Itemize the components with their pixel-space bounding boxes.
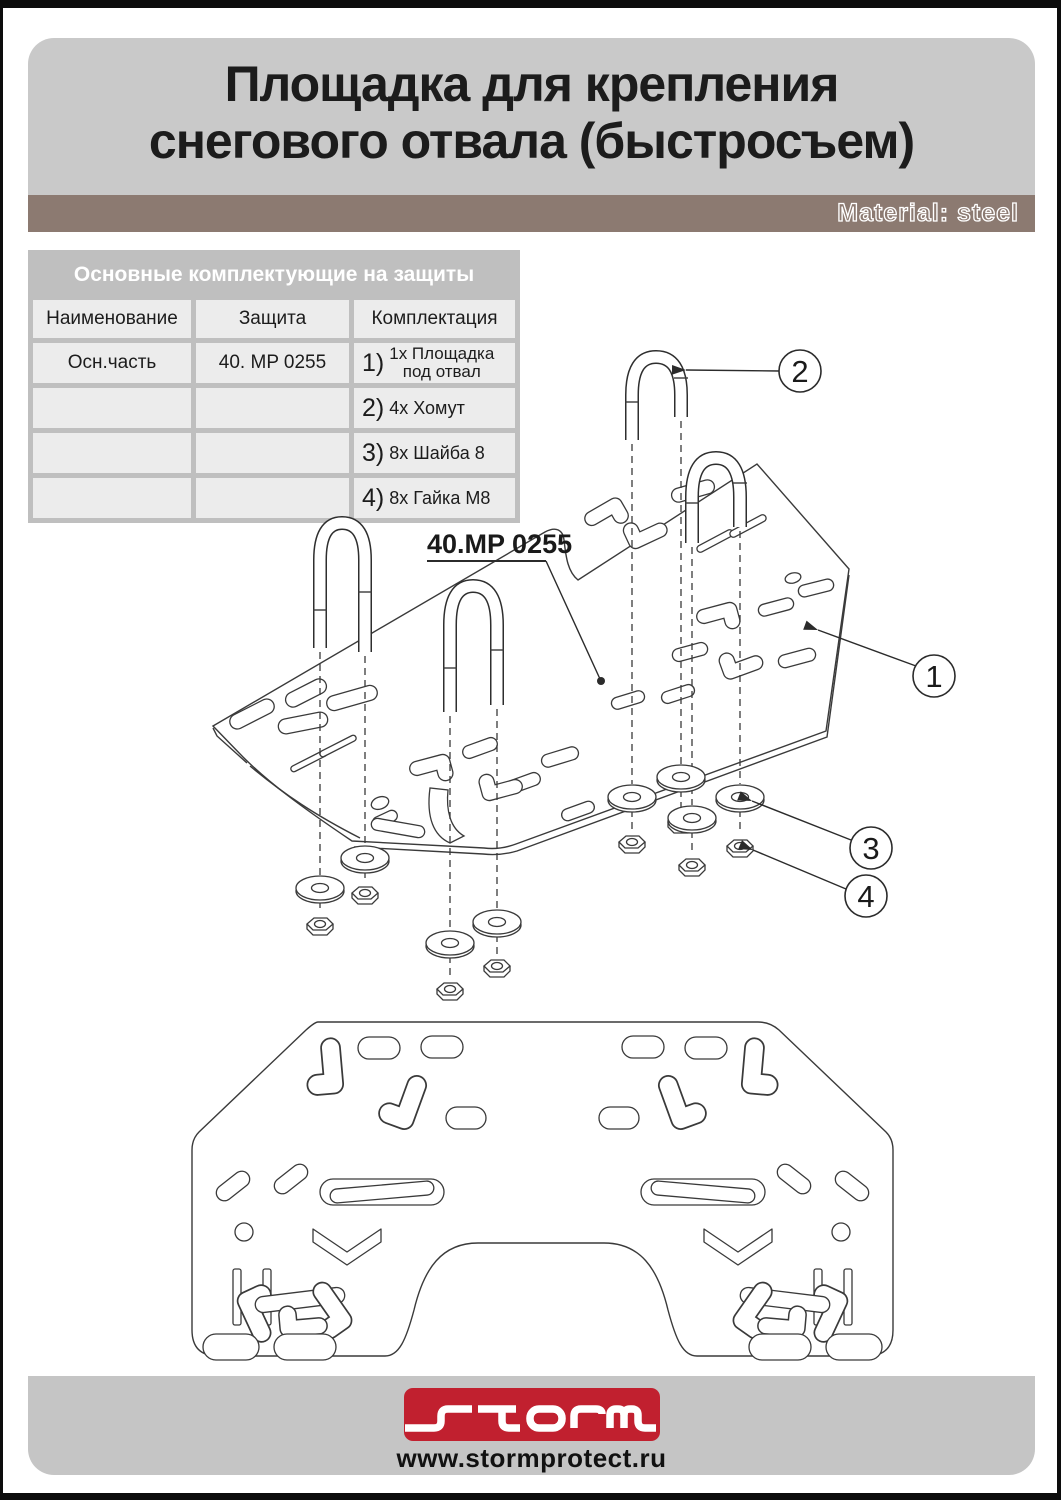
material-label: Material: steel: [837, 199, 1019, 227]
svg-text:40.MP 0255: 40.MP 0255: [427, 529, 573, 559]
page-title-line2: снегового отвала (быстросъем): [148, 113, 915, 169]
col-header-kit: Комплектация: [354, 300, 515, 338]
storm-logo: [404, 1388, 660, 1441]
website-url: www.stormprotect.ru: [396, 1443, 667, 1473]
flat-view: [192, 1022, 893, 1360]
callout-2: [686, 350, 821, 392]
kit-item-text: 8х Шайба 8: [389, 442, 485, 463]
svg-text:2: 2: [791, 354, 809, 389]
washers-and-nuts: [296, 765, 764, 1000]
flat-view-slots-right: [599, 1036, 882, 1360]
material-bar: [28, 195, 1035, 232]
kit-item-text: 8х Гайка М8: [389, 487, 491, 508]
plate-tab: [429, 788, 464, 843]
svg-text:4: 4: [857, 879, 875, 914]
plate-thickness-edge: [213, 728, 247, 763]
kit-item-number: 3): [362, 438, 385, 467]
isometric-view: [213, 350, 955, 1000]
flat-view-slots-left: [203, 1036, 486, 1360]
table-row-cell: 40. MP 0255: [196, 343, 349, 383]
kit-item-number: 1): [362, 348, 385, 377]
svg-text:1: 1: [925, 659, 943, 694]
parts-table-title: Основные комплектующие на защиты: [73, 263, 475, 286]
page-title-line1: Площадка для крепления: [224, 56, 839, 112]
table-row-cell: Осн.часть: [33, 343, 191, 383]
col-header-name: Наименование: [33, 300, 191, 338]
footer: [28, 1376, 1035, 1475]
storm-logo-lettering: [404, 1388, 660, 1441]
svg-text:3: 3: [862, 831, 880, 866]
kit-item-text: 1х Площадка под отвал: [389, 344, 495, 381]
kit-item-text: 4х Хомут: [389, 397, 465, 418]
kit-item-number: 4): [362, 483, 385, 512]
header: [28, 38, 1035, 195]
col-header-guard: Защита: [196, 300, 349, 338]
plate-fold-line: [250, 766, 360, 838]
kit-item-number: 2): [362, 393, 385, 422]
technical-drawing: [0, 330, 1061, 1376]
